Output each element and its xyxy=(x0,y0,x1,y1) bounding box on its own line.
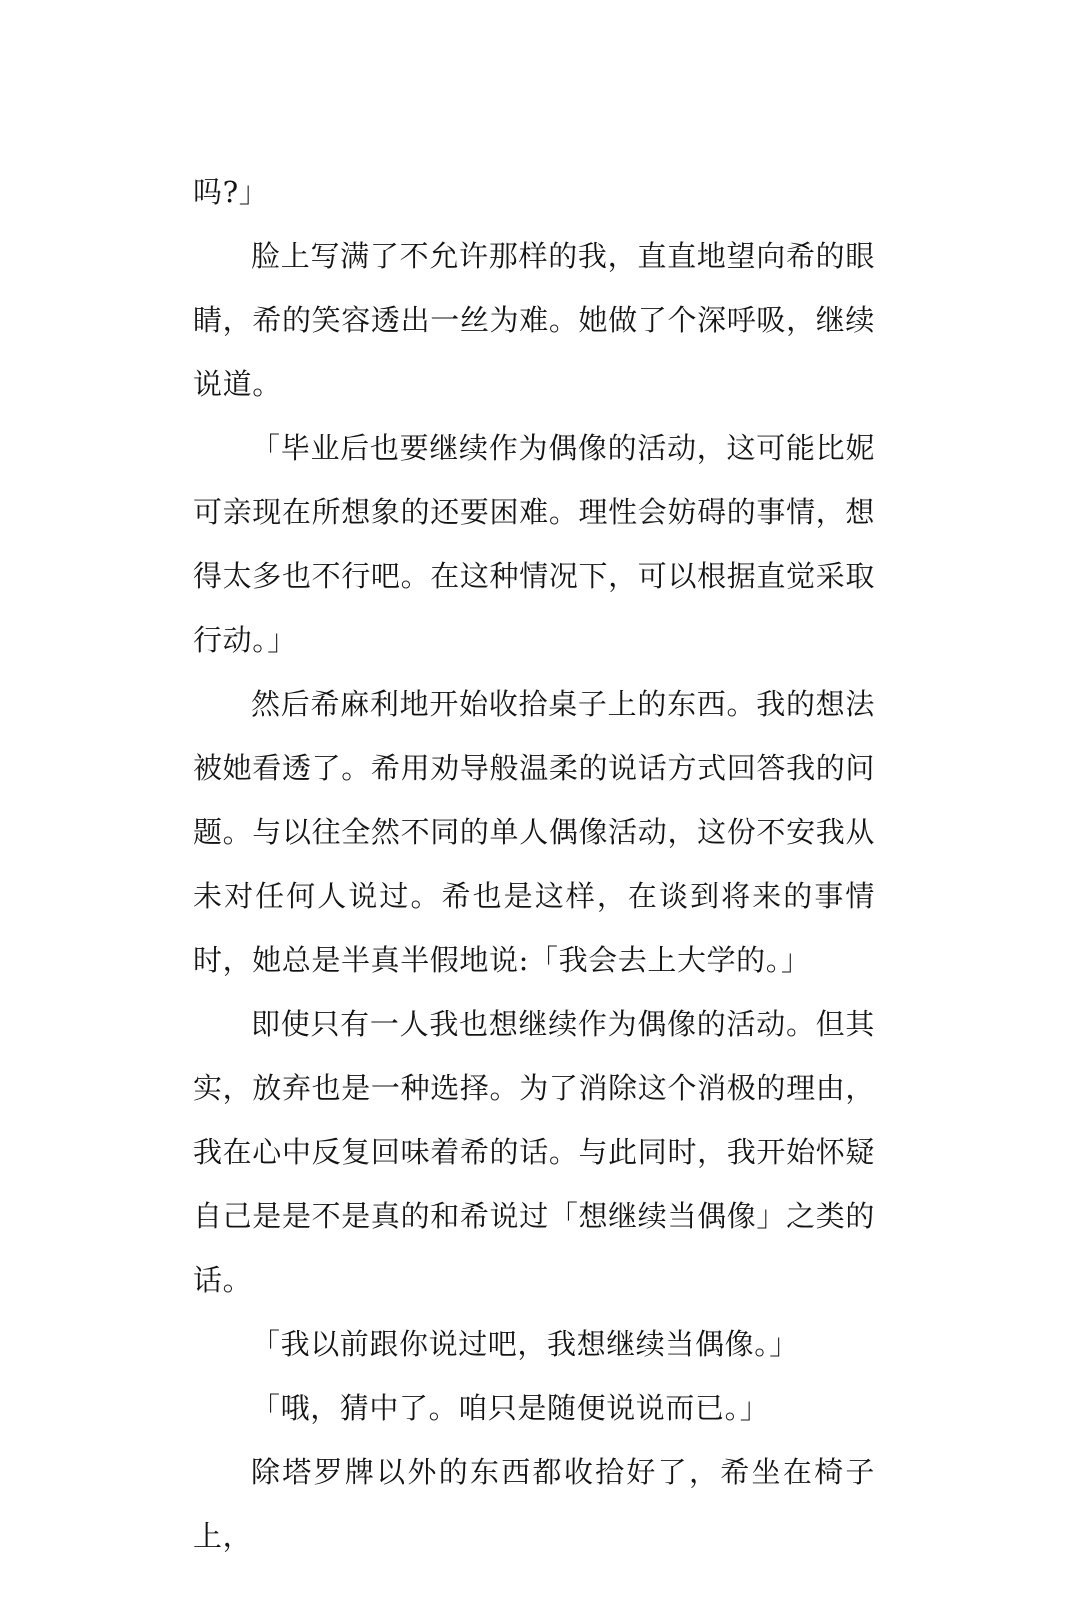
paragraph: 「毕业后也要继续作为偶像的活动，这可能比妮可亲现在所想象的还要困难。理性会妨碍的事情，想得太多也不行吧。在这种情况下，可以根据直觉采取行动。」 xyxy=(193,431,875,657)
body-text-column xyxy=(193,160,875,1568)
paragraph: 「我以前跟你说过吧，我想继续当偶像。」 xyxy=(251,1327,799,1361)
paragraph: 除塔罗牌以外的东西都收拾好了，希坐在椅子上， xyxy=(193,1455,875,1553)
paragraph: 脸上写满了不允许那样的我，直直地望向希的眼睛，希的笑容透出一丝为难。她做了个深呼吸，继续说道。 xyxy=(193,239,875,401)
paragraph: 吗?」 xyxy=(193,175,269,209)
paragraph: 然后希麻利地开始收拾桌子上的东西。我的想法被她看透了。希用劝导般温柔的说话方式回答我的问题。与以往全然不同的单人偶像活动，这份不安我从未对任何人说过。希也是这样，在谈到将来的事情时，她总是半真半假地说:「我会去上大学的。」 xyxy=(193,687,875,977)
paragraph: 即使只有一人我也想继续作为偶像的活动。但其实，放弃也是一种选择。为了消除这个消极的理由，我在心中反复回味着希的话。与此同时，我开始怀疑自己是是不是真的和希说过「想继续当偶像」之类的话。 xyxy=(193,1007,875,1297)
paragraph: 「哦，猜中了。咱只是随便说说而已。」 xyxy=(251,1391,770,1425)
